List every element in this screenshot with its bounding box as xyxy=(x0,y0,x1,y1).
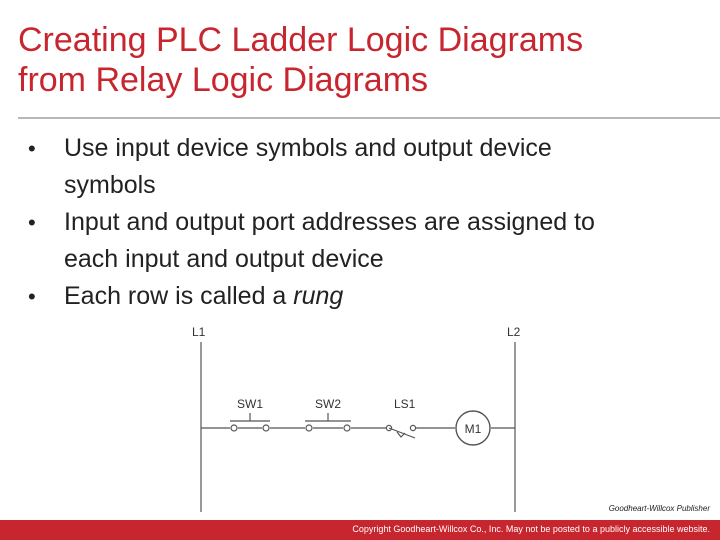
bullet-text xyxy=(64,278,688,315)
rail-label-l2: L2 xyxy=(507,325,521,339)
bullet-text-prefix: Each row is called a xyxy=(64,282,294,310)
bullet-text: symbols xyxy=(64,171,156,199)
bullet-icon: • xyxy=(28,284,36,309)
sw2-switch-symbol xyxy=(305,397,351,431)
slide-title-line-2: from Relay Logic Diagrams xyxy=(18,61,429,99)
bullet-item xyxy=(28,204,688,278)
m1-label: M1 xyxy=(464,422,482,436)
m1-motor-coil-symbol xyxy=(456,411,490,445)
ladder-diagram-svg xyxy=(190,320,540,520)
sw2-label: SW2 xyxy=(315,397,342,411)
bullet-text-emphasis: rung xyxy=(293,282,344,310)
slide-title-line-1: Creating PLC Ladder Logic Diagrams xyxy=(18,21,584,59)
bullet-item xyxy=(28,278,688,315)
sw1-switch-symbol xyxy=(230,397,270,431)
bullet-icon: • xyxy=(28,136,36,161)
bullet-text: Input and output port addresses are assigned to xyxy=(64,208,595,236)
bullet-list xyxy=(28,130,688,315)
image-credit: Goodheart-Willcox Publisher xyxy=(608,504,710,513)
slide-title xyxy=(18,20,708,100)
bullet-item xyxy=(28,130,688,204)
ls1-label: LS1 xyxy=(394,397,416,411)
bullet-text: Use input device symbols and output device xyxy=(64,134,552,162)
rail-label-l1: L1 xyxy=(192,325,206,339)
sw1-label: SW1 xyxy=(237,397,264,411)
footer-bar xyxy=(0,520,720,540)
ladder-diagram xyxy=(190,320,540,520)
bullet-text: each input and output device xyxy=(64,245,384,273)
bullet-icon: • xyxy=(28,210,36,235)
title-divider xyxy=(18,117,720,119)
copyright-notice: Copyright Goodheart-Willcox Co., Inc. May not be posted to a publicly accessible website. xyxy=(352,524,710,534)
ls1-limit-switch-symbol xyxy=(386,397,415,438)
